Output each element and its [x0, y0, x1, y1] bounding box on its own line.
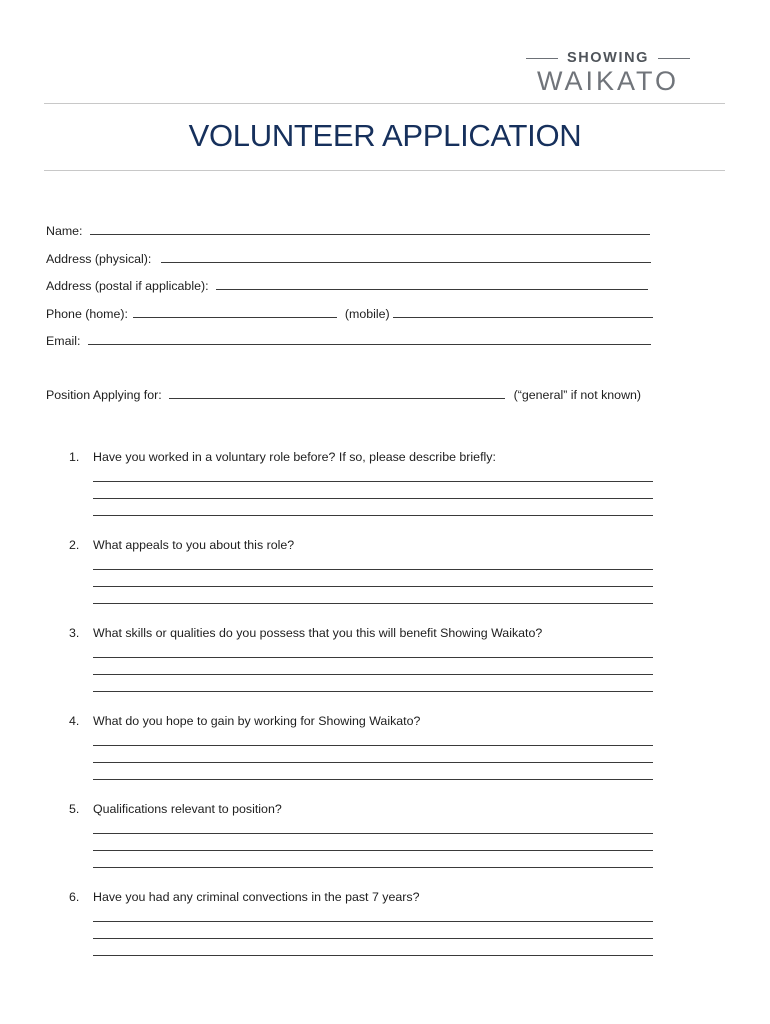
question-2-answer-line-2[interactable] [93, 586, 653, 587]
address-physical-label: Address (physical): [46, 252, 152, 266]
position-hint: (“general” if not known) [513, 388, 642, 402]
phone-mobile-label: (mobile) [344, 307, 390, 321]
question-4-number: 4. [69, 714, 80, 728]
question-3-text: What skills or qualities do you possess that you this will benefit Showing Waikato? [93, 626, 543, 640]
question-3-answer-line-2[interactable] [93, 674, 653, 675]
question-2-number: 2. [69, 538, 80, 552]
phone-home-label: Phone (home): [46, 307, 128, 321]
phone-mobile-blank[interactable] [393, 306, 653, 318]
phone-home-blank[interactable] [133, 306, 337, 318]
question-1-answer-line-1[interactable] [93, 481, 653, 482]
address-postal-row [46, 278, 648, 293]
question-3-answer-line-3[interactable] [93, 691, 653, 692]
question-1-number: 1. [69, 450, 80, 464]
address-postal-blank[interactable] [216, 278, 648, 290]
question-5-answer-line-2[interactable] [93, 850, 653, 851]
logo-waikato-text: WAIKATO [536, 66, 679, 96]
name-label: Name: [46, 224, 83, 238]
position-label: Position Applying for: [46, 388, 162, 402]
showing-waikato-logo [520, 50, 696, 96]
question-6-answer-line-1[interactable] [93, 921, 653, 922]
question-2-answer-line-3[interactable] [93, 603, 653, 604]
question-4-answer-line-3[interactable] [93, 779, 653, 780]
address-physical-blank[interactable] [161, 251, 651, 263]
question-5-answer-line-1[interactable] [93, 833, 653, 834]
header-divider-bottom [44, 170, 725, 171]
question-6-number: 6. [69, 890, 80, 904]
address-postal-label: Address (postal if applicable): [46, 279, 209, 293]
logo-right-line [658, 58, 690, 59]
address-physical-row [46, 251, 651, 266]
email-blank[interactable] [88, 333, 651, 345]
question-3-number: 3. [69, 626, 80, 640]
header-divider-top [44, 103, 725, 104]
position-row [46, 387, 641, 402]
phone-row [46, 306, 653, 321]
question-5-answer-line-3[interactable] [93, 867, 653, 868]
question-1-answer-line-2[interactable] [93, 498, 653, 499]
email-row [46, 333, 651, 348]
email-label: Email: [46, 334, 81, 348]
question-2-text: What appeals to you about this role? [93, 538, 295, 552]
question-5-text: Qualifications relevant to position? [93, 802, 282, 816]
question-4-text: What do you hope to gain by working for Showing Waikato? [93, 714, 421, 728]
question-2-answer-line-1[interactable] [93, 569, 653, 570]
question-6-answer-line-2[interactable] [93, 938, 653, 939]
name-blank[interactable] [90, 223, 650, 235]
question-6-answer-line-3[interactable] [93, 955, 653, 956]
logo-left-line [526, 58, 558, 59]
question-6-text: Have you had any criminal convections in the past 7 years? [93, 890, 420, 904]
question-4-answer-line-2[interactable] [93, 762, 653, 763]
page-title: VOLUNTEER APPLICATION [188, 118, 582, 153]
question-4-answer-line-1[interactable] [93, 745, 653, 746]
position-blank[interactable] [169, 387, 505, 399]
question-5-number: 5. [69, 802, 80, 816]
name-field-row [46, 223, 650, 238]
logo-top-row [520, 50, 696, 66]
question-3-answer-line-1[interactable] [93, 657, 653, 658]
logo-showing-text: SHOWING [566, 50, 650, 66]
question-1-answer-line-3[interactable] [93, 515, 653, 516]
question-1-text: Have you worked in a voluntary role before? If so, please describe briefly: [93, 450, 496, 464]
